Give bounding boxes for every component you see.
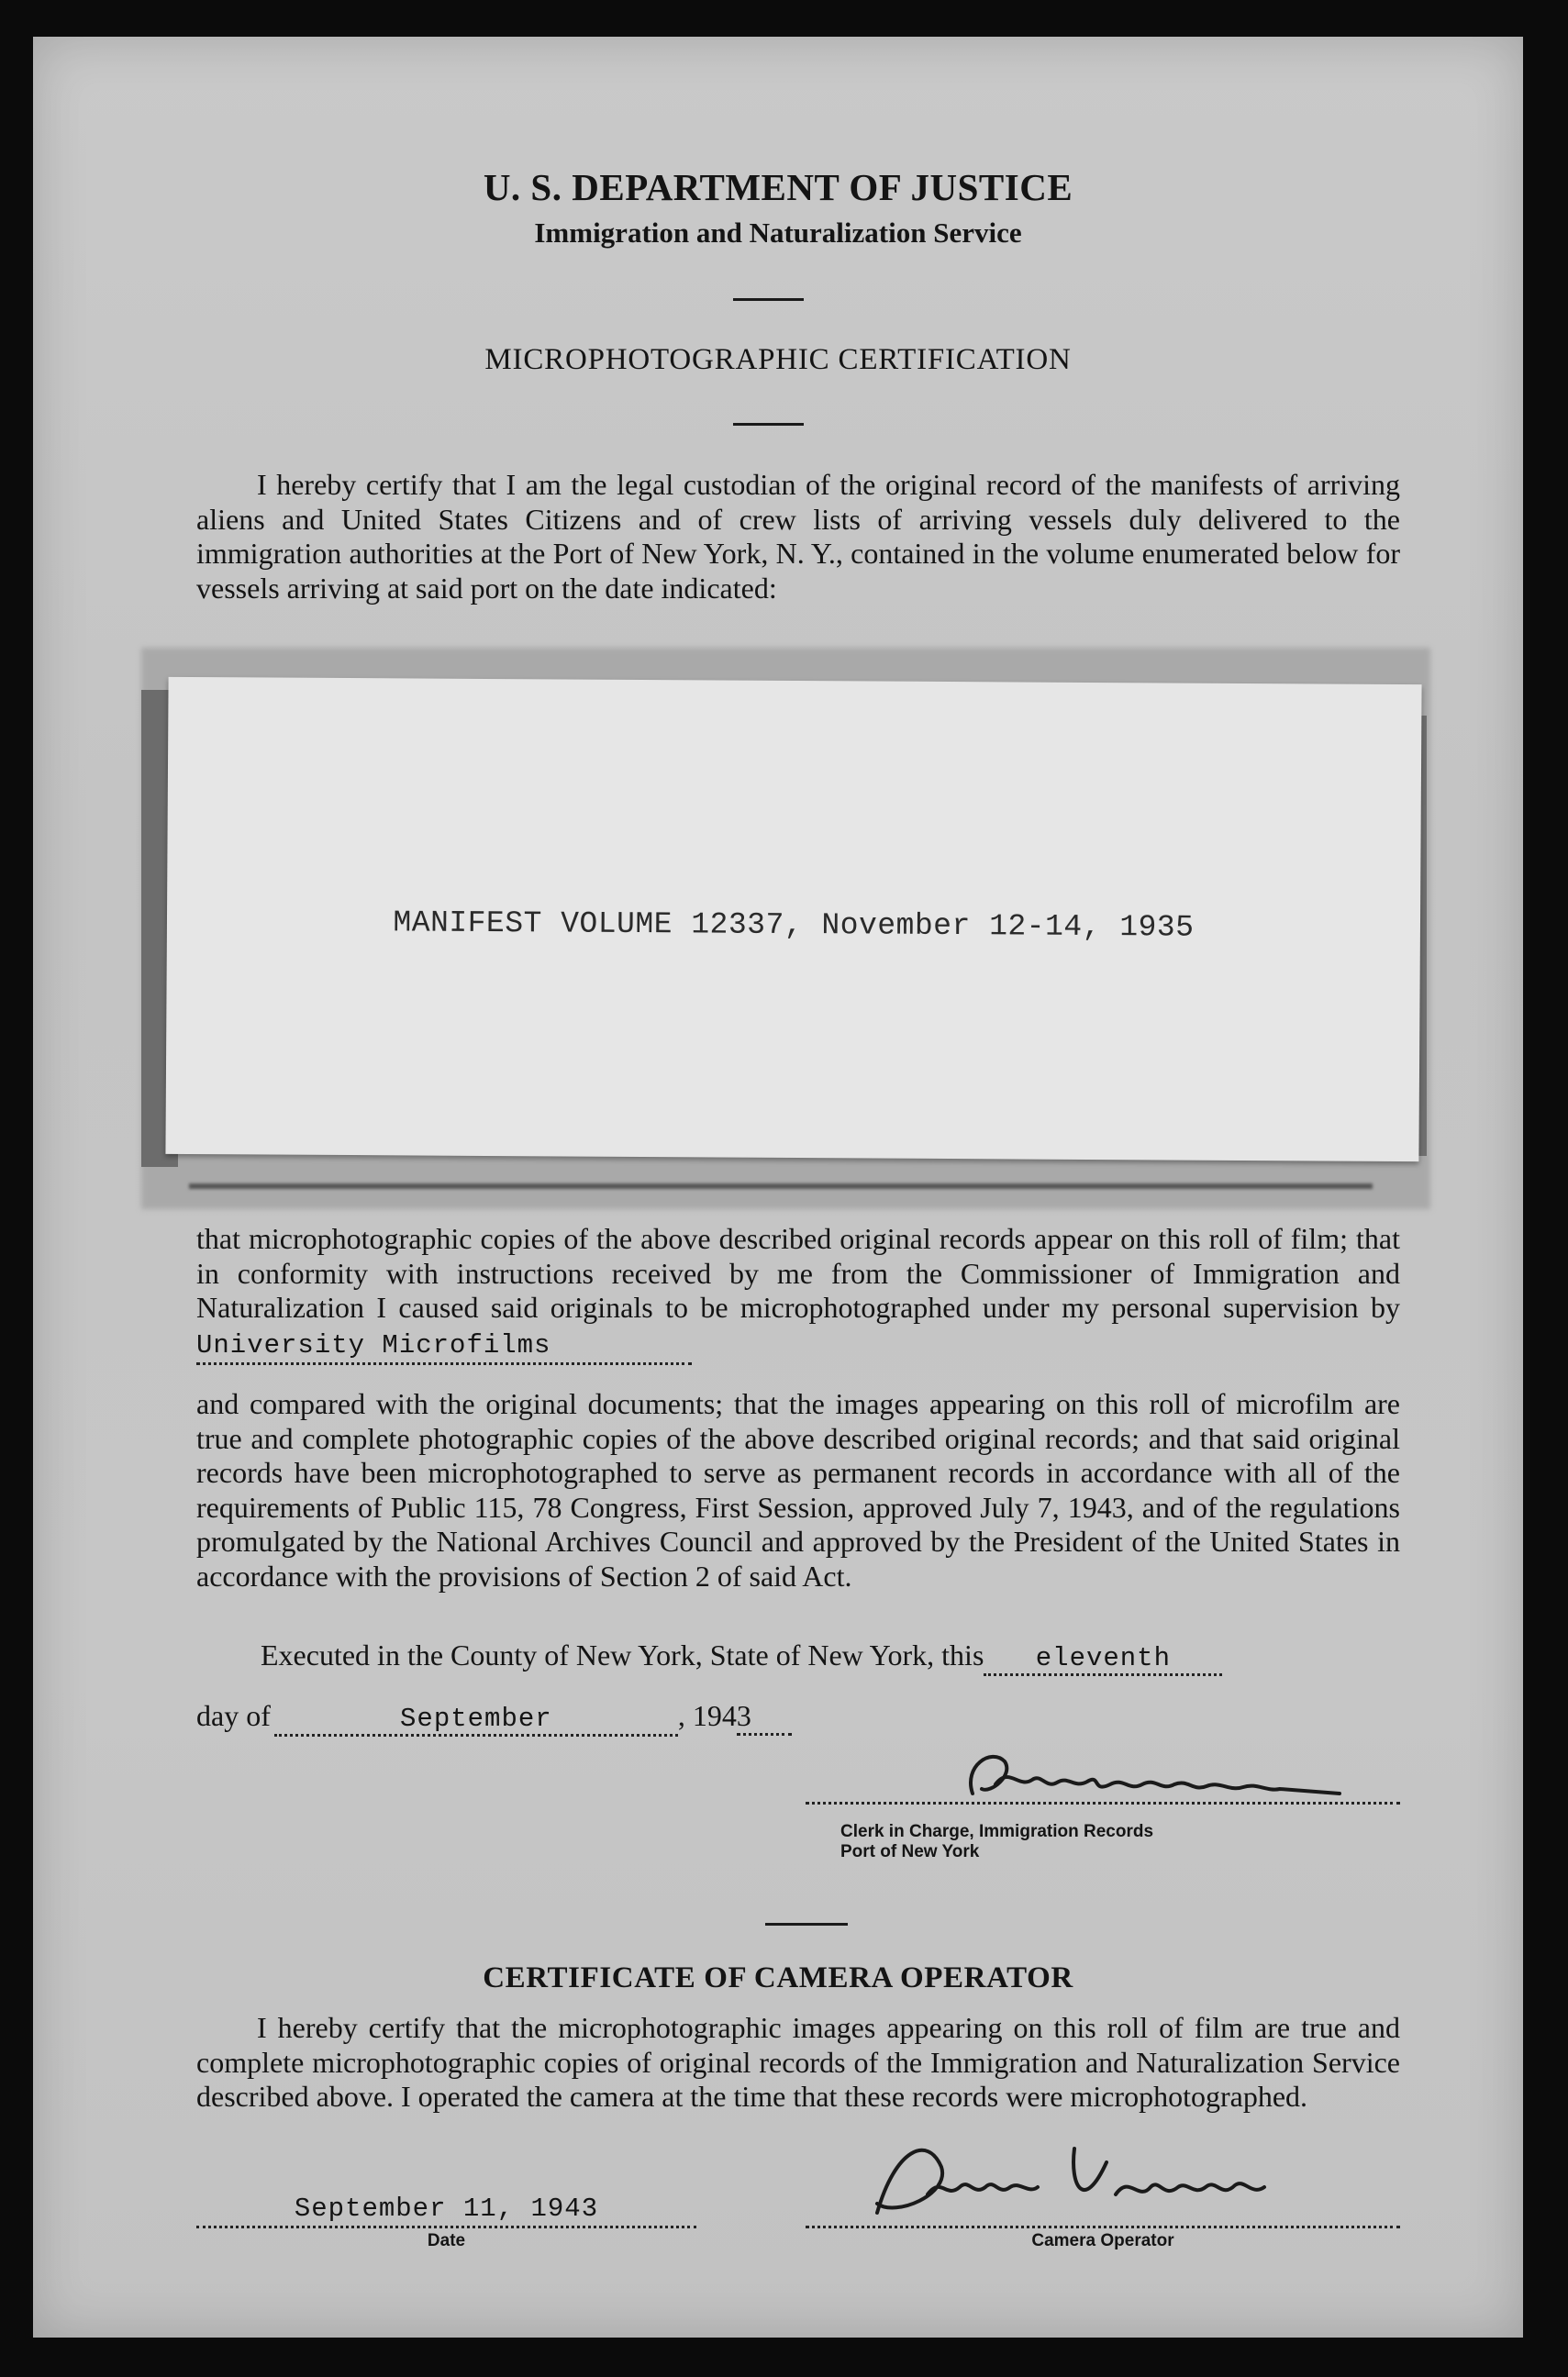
day-of-label: day of — [196, 1699, 271, 1732]
body-text: that microphotographic copies of the above described original records appear on this roll of film; that in conformity with instructions received by me from the Commissioner of Immigration and Naturalization I caused said originals to be microphotographed under my personal supervision by — [196, 1222, 1400, 1324]
year-field — [737, 1699, 792, 1736]
divider — [733, 298, 804, 301]
certificate-page — [33, 37, 1523, 2338]
date-line — [196, 1699, 792, 1737]
divider — [733, 423, 804, 426]
year-value: 3 — [736, 1699, 751, 1732]
month-field — [274, 1699, 678, 1737]
manifest-card — [165, 677, 1421, 1161]
operator-label: Camera Operator — [1031, 2231, 1174, 2250]
department-title: U. S. DEPARTMENT OF JUSTICE — [483, 166, 1073, 208]
clerk-title-line2: Port of New York — [840, 1842, 980, 1861]
month-value: September — [400, 1704, 552, 1734]
manifest-volume-text: MANIFEST VOLUME 12337, November 12-14, 1935 — [393, 905, 1195, 945]
intro-paragraph: I hereby certify that I am the legal custodian of the original record of the manifests of arriving aliens and United States Citizens and of crew lists of arriving vessels duly delivered to the immigration authorities at the Port of New York, N. Y., contained in the volume enumerated below for vessels arriving at said port on the date indicated: — [196, 468, 1400, 605]
clerk-title-line1: Clerk in Charge, Immigration Records — [840, 1822, 1154, 1841]
camera-certificate-text: I hereby certify that the microphotographic images appearing on this roll of film are true and complete microphotographic copies of original records of the Immigration and Naturalization Service described above. I operated the camera at the time that these records were microphotographed. — [196, 2011, 1400, 2113]
year-prefix: , 194 — [677, 1699, 737, 1732]
service-subtitle: Immigration and Naturalization Service — [534, 217, 1022, 249]
execution-prefix: Executed in the County of New York, State of New York, this — [261, 1638, 984, 1672]
operator-signature — [840, 2130, 1354, 2231]
date-field — [196, 2194, 696, 2228]
execution-line — [261, 1638, 1400, 1676]
divider — [765, 1923, 848, 1926]
date-label: Date — [427, 2231, 466, 2250]
date-value: September 11, 1943 — [294, 2194, 599, 2224]
clerk-title — [840, 1822, 1153, 1862]
supervisor-value: University Microfilms — [196, 1329, 551, 1361]
certification-title: MICROPHOTOGRAPHIC CERTIFICATION — [484, 343, 1072, 376]
supervisor-field — [196, 1326, 692, 1366]
clerk-signature — [954, 1738, 1395, 1812]
body-paragraph-continued: and compared with the original documents; that the images appearing on this roll of microfilm are true and complete photographic copies of the above described original records; and that said original records have been microphotographed to serve as permanent records in accordance with all of the requirements of Public 115, 78 Congress, First Session, approved July 7, 1943, and of the regulations promulgated by the National Archives Council and approved by the President of the United States in accordance with the provisions of Section 2 of said Act. — [196, 1387, 1400, 1593]
day-field — [984, 1638, 1222, 1676]
card-edge-shadow — [189, 1183, 1373, 1189]
camera-certificate-title: CERTIFICATE OF CAMERA OPERATOR — [483, 1961, 1073, 1994]
body-paragraph — [196, 1222, 1400, 1365]
day-value: eleventh — [1035, 1643, 1171, 1673]
